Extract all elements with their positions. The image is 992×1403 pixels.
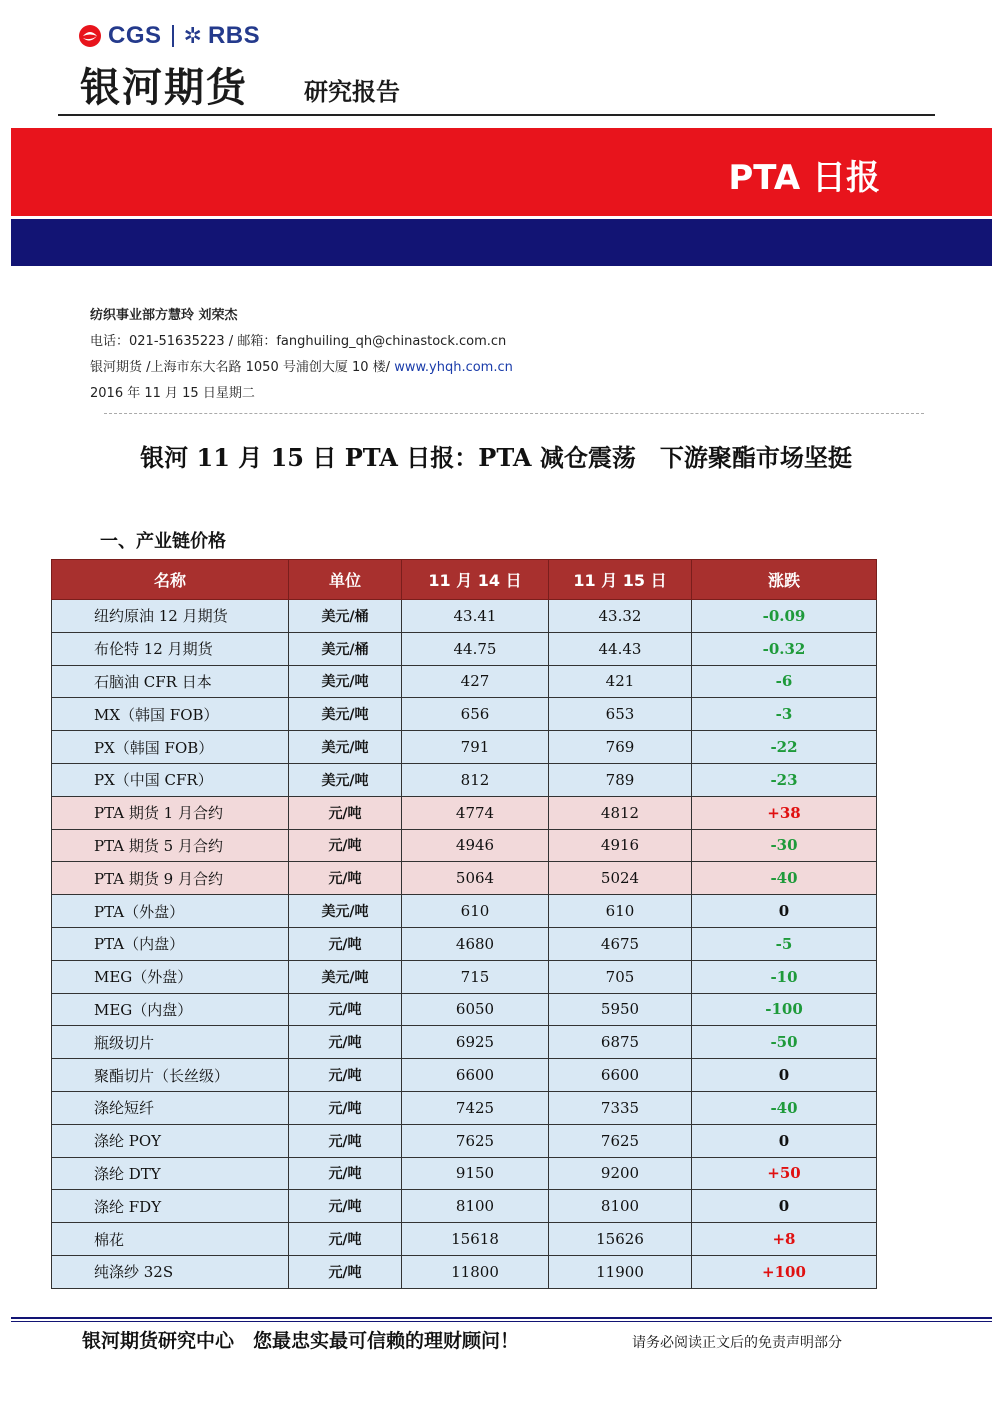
table-row xyxy=(52,1026,877,1059)
cell-nov15: 653 xyxy=(549,698,692,731)
cell-unit: 元/吨 xyxy=(289,829,402,862)
cell-change: +38 xyxy=(692,796,877,829)
cell-unit: 美元/吨 xyxy=(289,665,402,698)
cell-name: PTA（内盘） xyxy=(52,927,289,960)
cell-name: 石脑油 CFR 日本 xyxy=(52,665,289,698)
cell-nov14: 6600 xyxy=(402,1059,549,1092)
cell-name: PX（韩国 FOB） xyxy=(52,731,289,764)
cell-nov15: 5024 xyxy=(549,862,692,895)
cell-unit: 美元/吨 xyxy=(289,960,402,993)
cell-nov14: 8100 xyxy=(402,1190,549,1223)
cell-change: -10 xyxy=(692,960,877,993)
cell-nov14: 5064 xyxy=(402,862,549,895)
cell-name: 涤纶 POY xyxy=(52,1124,289,1157)
cell-change: 0 xyxy=(692,895,877,928)
cell-name: PTA 期货 1 月合约 xyxy=(52,796,289,829)
cell-unit: 美元/桶 xyxy=(289,600,402,633)
cell-name: PTA 期货 5 月合约 xyxy=(52,829,289,862)
cell-nov14: 7625 xyxy=(402,1124,549,1157)
table-row xyxy=(52,829,877,862)
footer-disclaimer: 请务必阅读正文后的免责声明部分 xyxy=(632,1335,842,1351)
table-row xyxy=(52,1091,877,1124)
cell-nov15: 44.43 xyxy=(549,632,692,665)
footer-slogan: 银河期货研究中心 您最忠实最可信赖的理财顾问！ xyxy=(82,1330,520,1352)
table-row xyxy=(52,993,877,1026)
cell-unit: 美元/吨 xyxy=(289,763,402,796)
cell-name: MEG（内盘） xyxy=(52,993,289,1026)
cell-name: 涤纶短纤 xyxy=(52,1091,289,1124)
logo-divider xyxy=(172,25,174,47)
table-row xyxy=(52,1124,877,1157)
cell-nov14: 812 xyxy=(402,763,549,796)
cell-name: 涤纶 FDY xyxy=(52,1190,289,1223)
cell-nov14: 610 xyxy=(402,895,549,928)
author-department: 纺织事业部方慧玲 刘荣杰 xyxy=(90,308,238,323)
cell-unit: 元/吨 xyxy=(289,1026,402,1059)
cell-unit: 元/吨 xyxy=(289,1091,402,1124)
cell-nov15: 7625 xyxy=(549,1124,692,1157)
cell-unit: 元/吨 xyxy=(289,993,402,1026)
cell-change: -0.09 xyxy=(692,600,877,633)
table-row xyxy=(52,632,877,665)
cell-name: 瓶级切片 xyxy=(52,1026,289,1059)
author-contact: 电话：021-51635223 / 邮箱：fanghuiling_qh@chinastock.com.cn xyxy=(90,334,507,349)
author-address xyxy=(90,356,513,375)
logo-rbs-text: RBS xyxy=(207,22,261,49)
cell-nov15: 769 xyxy=(549,731,692,764)
cell-change: 0 xyxy=(692,1190,877,1223)
cell-unit: 元/吨 xyxy=(289,1124,402,1157)
cell-unit: 美元/桶 xyxy=(289,632,402,665)
col-header-name: 名称 xyxy=(52,560,289,600)
table-row xyxy=(52,1059,877,1092)
col-header-change: 涨跌 xyxy=(692,560,877,600)
cell-name: MEG（外盘） xyxy=(52,960,289,993)
dashed-divider xyxy=(104,413,924,414)
cell-unit: 元/吨 xyxy=(289,1223,402,1256)
cell-change: -40 xyxy=(692,1091,877,1124)
col-header-unit: 单位 xyxy=(289,560,402,600)
cell-name: 布伦特 12 月期货 xyxy=(52,632,289,665)
table-row xyxy=(52,763,877,796)
cell-nov14: 44.75 xyxy=(402,632,549,665)
cell-unit: 元/吨 xyxy=(289,1190,402,1223)
report-type: 研究报告 xyxy=(304,78,400,106)
brand-name: 银河期货 xyxy=(80,65,248,111)
cell-change: -50 xyxy=(692,1026,877,1059)
cell-change: -0.32 xyxy=(692,632,877,665)
cell-nov15: 4812 xyxy=(549,796,692,829)
footer-divider xyxy=(11,1317,992,1319)
col-header-date1: 11 月 14 日 xyxy=(402,560,549,600)
cell-change: 0 xyxy=(692,1124,877,1157)
website-link[interactable]: www.yhqh.com.cn xyxy=(394,360,513,375)
title-band xyxy=(11,128,992,216)
table-body xyxy=(52,600,877,1289)
cell-name: MX（韩国 FOB） xyxy=(52,698,289,731)
cell-unit: 美元/吨 xyxy=(289,731,402,764)
table-header-row xyxy=(52,560,877,600)
cell-change: -22 xyxy=(692,731,877,764)
report-date: 2016 年 11 月 15 日星期二 xyxy=(90,386,255,401)
cell-nov15: 15626 xyxy=(549,1223,692,1256)
cell-nov14: 656 xyxy=(402,698,549,731)
cell-nov15: 789 xyxy=(549,763,692,796)
cell-unit: 元/吨 xyxy=(289,862,402,895)
cell-nov14: 4680 xyxy=(402,927,549,960)
cell-unit: 美元/吨 xyxy=(289,698,402,731)
cell-name: PTA（外盘） xyxy=(52,895,289,928)
cell-nov15: 4675 xyxy=(549,927,692,960)
cell-name: PX（中国 CFR） xyxy=(52,763,289,796)
cgs-logo-icon xyxy=(78,24,102,48)
cell-change: -23 xyxy=(692,763,877,796)
report-title: PTA 日报 xyxy=(728,158,880,198)
cell-name: PTA 期货 9 月合约 xyxy=(52,862,289,895)
cell-nov14: 4774 xyxy=(402,796,549,829)
table-row xyxy=(52,698,877,731)
cell-nov15: 43.32 xyxy=(549,600,692,633)
cell-change: -100 xyxy=(692,993,877,1026)
logo-cgs-text: CGS xyxy=(108,22,162,49)
table-row xyxy=(52,1255,877,1288)
cell-unit: 美元/吨 xyxy=(289,895,402,928)
cell-change: +100 xyxy=(692,1255,877,1288)
cell-name: 棉花 xyxy=(52,1223,289,1256)
cell-nov15: 610 xyxy=(549,895,692,928)
cell-nov14: 43.41 xyxy=(402,600,549,633)
cell-nov15: 6600 xyxy=(549,1059,692,1092)
section-title: 一、产业链价格 xyxy=(100,531,226,552)
table-row xyxy=(52,600,877,633)
table-row xyxy=(52,796,877,829)
cell-name: 聚酯切片（长丝级） xyxy=(52,1059,289,1092)
cell-nov15: 421 xyxy=(549,665,692,698)
cell-nov14: 15618 xyxy=(402,1223,549,1256)
cell-change: -5 xyxy=(692,927,877,960)
cell-change: -40 xyxy=(692,862,877,895)
cell-nov15: 7335 xyxy=(549,1091,692,1124)
cell-nov14: 4946 xyxy=(402,829,549,862)
cell-change: -6 xyxy=(692,665,877,698)
cell-nov14: 791 xyxy=(402,731,549,764)
cell-nov15: 11900 xyxy=(549,1255,692,1288)
cell-nov14: 7425 xyxy=(402,1091,549,1124)
cell-nov14: 715 xyxy=(402,960,549,993)
cell-name: 涤纶 DTY xyxy=(52,1157,289,1190)
cell-nov14: 9150 xyxy=(402,1157,549,1190)
cell-change: 0 xyxy=(692,1059,877,1092)
table-row xyxy=(52,927,877,960)
table-row xyxy=(52,1157,877,1190)
rbs-logo-icon: ✲ xyxy=(183,23,202,49)
cell-unit: 元/吨 xyxy=(289,927,402,960)
cell-nov14: 6925 xyxy=(402,1026,549,1059)
cell-nov15: 8100 xyxy=(549,1190,692,1223)
cell-change: -30 xyxy=(692,829,877,862)
cell-nov15: 9200 xyxy=(549,1157,692,1190)
cell-nov15: 4916 xyxy=(549,829,692,862)
cell-change: +8 xyxy=(692,1223,877,1256)
cell-unit: 元/吨 xyxy=(289,1059,402,1092)
cell-unit: 元/吨 xyxy=(289,796,402,829)
cell-nov14: 6050 xyxy=(402,993,549,1026)
cell-unit: 元/吨 xyxy=(289,1255,402,1288)
address-text: 银河期货 /上海市东大名路 1050 号浦创大厦 10 楼/ xyxy=(90,360,395,375)
price-table xyxy=(51,559,877,1289)
table-row xyxy=(52,1223,877,1256)
cell-unit: 元/吨 xyxy=(289,1157,402,1190)
cell-nov14: 11800 xyxy=(402,1255,549,1288)
headline: 银河 11 月 15 日 PTA 日报：PTA 减仓震荡 下游聚酯市场坚挺 xyxy=(140,443,852,472)
cell-name: 纯涤纱 32S xyxy=(52,1255,289,1288)
cell-name: 纽约原油 12 月期货 xyxy=(52,600,289,633)
table-row xyxy=(52,862,877,895)
table-row xyxy=(52,895,877,928)
cell-nov15: 705 xyxy=(549,960,692,993)
footer-divider-thin xyxy=(11,1321,992,1322)
table-row xyxy=(52,960,877,993)
table-row xyxy=(52,731,877,764)
header-divider xyxy=(58,114,935,116)
cell-nov14: 427 xyxy=(402,665,549,698)
cell-change: -3 xyxy=(692,698,877,731)
table-row xyxy=(52,665,877,698)
table-row xyxy=(52,1190,877,1223)
cell-change: +50 xyxy=(692,1157,877,1190)
blue-band xyxy=(11,219,992,266)
cell-nov15: 5950 xyxy=(549,993,692,1026)
col-header-date2: 11 月 15 日 xyxy=(549,560,692,600)
cell-nov15: 6875 xyxy=(549,1026,692,1059)
logo-row xyxy=(78,22,260,50)
